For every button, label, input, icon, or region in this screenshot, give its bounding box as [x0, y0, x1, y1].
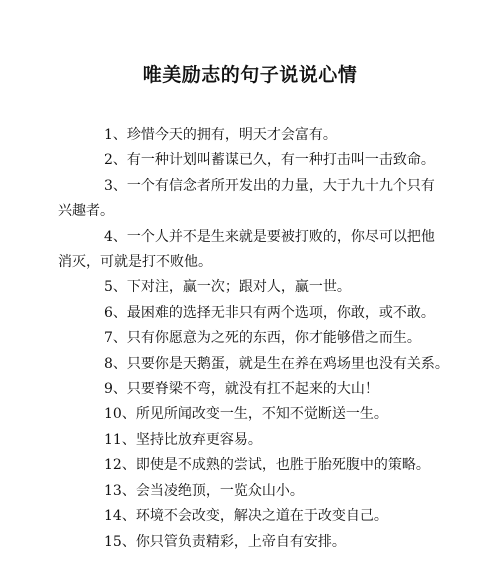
list-item: [0, 453, 500, 478]
page-title: 唯美励志的句子说说心情: [142, 64, 358, 86]
list-item: [0, 402, 500, 427]
item-text: 所见所闻改变一生，不知不觉断送一生。: [135, 406, 388, 423]
item-text: 坚持比放弃更容易。: [135, 431, 262, 448]
item-text: 即使是不成熟的尝试，也胜于胎死腹中的策略。: [135, 457, 430, 474]
item-number: 4、: [104, 228, 127, 245]
list-item: [0, 352, 500, 377]
item-text: 下对注，赢一次；跟对人，赢一世。: [126, 279, 351, 296]
list-item: [0, 174, 500, 225]
item-number: 2、: [104, 152, 127, 169]
list-item: [0, 377, 500, 402]
list-item: [0, 301, 500, 326]
item-number: 3、: [104, 177, 127, 194]
item-text: 只有你愿意为之死的东西，你才能够借之而生。: [126, 330, 421, 347]
item-number: 13、: [104, 482, 136, 499]
list-item: [0, 428, 500, 453]
item-text: 有一种计划叫蓄谋已久，有一种打击叫一击致命。: [126, 152, 435, 169]
item-number: 8、: [104, 355, 127, 372]
item-text: 只要脊梁不弯，就没有扛不起来的大山！: [126, 381, 379, 398]
item-text: 环境不会改变，解决之道在于改变自己。: [135, 508, 388, 525]
item-number: 1、: [104, 127, 127, 143]
list-item: [0, 275, 500, 300]
item-number: 14、: [104, 508, 136, 525]
item-number: 11、: [104, 431, 136, 448]
quote-list: [0, 123, 500, 555]
item-text: 你只管负责精彩，上帝自有安排。: [135, 533, 346, 550]
item-text: 最困难的选择无非只有两个选项，你敢，或不敢。: [126, 304, 435, 321]
item-number: 10、: [104, 406, 136, 423]
item-number: 5、: [104, 279, 127, 296]
item-number: 15、: [104, 533, 136, 550]
list-item: [0, 225, 500, 276]
item-number: 12、: [104, 457, 136, 474]
list-item: [0, 504, 500, 529]
list-item: [0, 326, 500, 351]
list-item: [0, 148, 500, 173]
item-number: 6、: [104, 304, 127, 321]
item-text: 会当凌绝顶，一览众山小。: [135, 482, 304, 499]
item-number: 7、: [104, 330, 127, 347]
list-item: [0, 530, 500, 555]
item-text: 一个有信念者所开发出的力量，大于九十九个只有兴趣者。: [58, 177, 435, 220]
item-text: 一个人并不是生来就是要被打败的，你尽可以把他消灭，可就是打不败他。: [58, 228, 435, 271]
item-text: 只要你是天鹅蛋，就是生在养在鸡场里也没有关系。: [126, 355, 449, 372]
item-number: 9、: [104, 381, 127, 398]
list-item: [0, 479, 500, 504]
list-item: [0, 123, 500, 148]
item-text: 珍惜今天的拥有，明天才会富有。: [126, 127, 337, 143]
